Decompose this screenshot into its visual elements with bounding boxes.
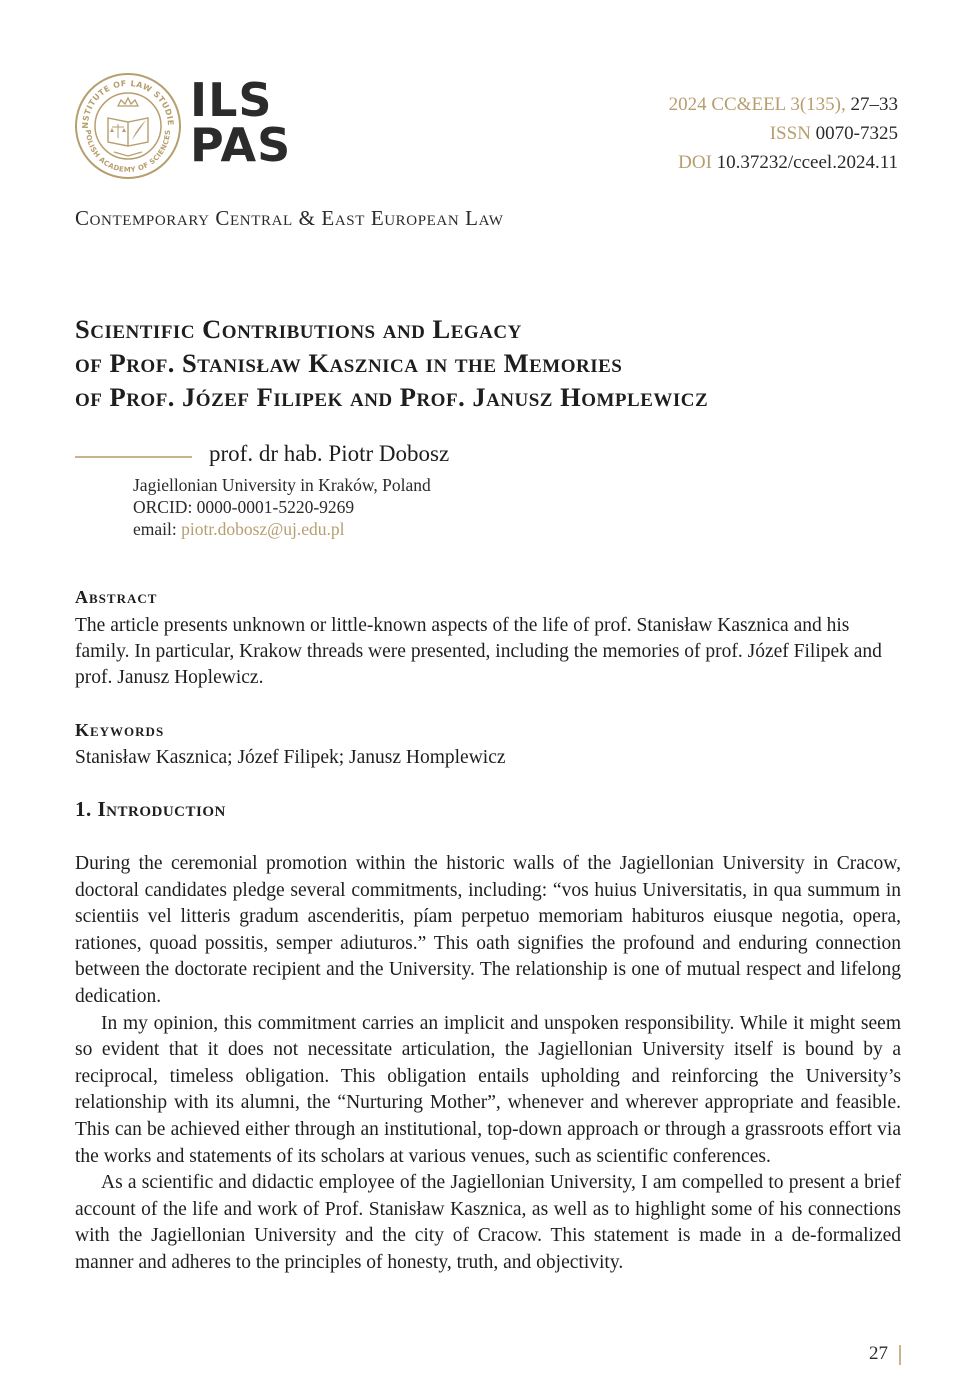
issn-line — [669, 119, 898, 148]
doi-line — [669, 148, 898, 177]
issn-value: 0070-7325 — [815, 123, 898, 144]
author-affiliation-block — [133, 474, 431, 540]
page-number: 27 — [869, 1343, 888, 1364]
author-name: prof. dr hab. Piotr Dobosz — [209, 441, 450, 466]
paragraph: In my opinion, this commitment carries an implicit and unspoken responsibility. While it might seem so evident that it does not necessitate articulation, the Jagiellonian University itself is bound by a reciprocal, timeless obligation. This obligation entails upholding and reinforcing the University’s relationship with its alumni, the “Nurturing Mother”, whenever and wherever appropriate and feasible. This can be achieved either through an institutional, top-down approach or through a grassroots effort via the works and statements of its scholars at various venues, such as scientific conferences. — [75, 1012, 901, 1167]
paragraph: During the ceremonial promotion within the historic walls of the Jagiellonian University in Cracow, doctoral candidates pledge several commitments, including: “vos huius Universitatis, in qua summum in scientiis vel litteris gradum ascenderitis, píam perpetuo memoriam habituros eiusque negotia, opera, rationes, quoad possitis, semper adiuturos.” This oath signifies the profound and enduring connection between the doctorate recipient and the University. The relationship is one of mutual respect and lifelong dedication. — [75, 853, 901, 1007]
citation-pages: 27–33 — [850, 94, 898, 115]
title-line-2: of Prof. Stanisław Kasznica in the Memories — [75, 348, 623, 378]
author-orcid: ORCID: 0000-0001-5220-9269 — [133, 497, 355, 517]
author-email-line — [133, 518, 431, 540]
seal-ring-bottom-text: POLISH ACADEMY OF SCIENCES — [83, 129, 173, 175]
introduction-heading: 1. Introduction — [75, 797, 226, 821]
institute-seal-logo — [74, 72, 182, 180]
keywords-text: Stanisław Kasznica; Józef Filipek; Janusz Homplewicz — [75, 747, 506, 768]
seal-ring-top-text: NSTITUTE OF LAW STUDIE — [80, 78, 176, 129]
citation-line — [669, 90, 898, 119]
title-line-1: Scientific Contributions and Legacy — [75, 314, 522, 344]
keywords-heading: Keywords — [75, 720, 165, 740]
title-line-3: of Prof. Józef Filipek and Prof. Janusz Homplewicz — [75, 382, 709, 412]
abstract-heading: Abstract — [75, 587, 158, 607]
email-link[interactable]: piotr.dobosz@uj.edu.pl — [181, 519, 345, 539]
doi-label: DOI — [678, 152, 712, 173]
logo-line-pas: PAS — [190, 118, 292, 172]
abstract-text: The article presents unknown or little-known aspects of the life of prof. Stanisław Kasznica and his family. In particular, Krakow threads were presented, including the memories of prof. Józef Filipek and prof. Janusz Hoplewicz. — [75, 615, 882, 688]
paragraph: As a scientific and didactic employee of the Jagiellonian University, I am compelled to present a brief account of the life and work of Prof. Stanisław Kasznica, as well as to highlight some of his connections with the Jagiellonian University and the city of Cracow. This statement is made in a de-formalized manner and adheres to the principles of honesty, truth, and objectivity. — [75, 1172, 901, 1273]
logo-line-ils: ILS — [190, 73, 273, 127]
author-rule-divider — [75, 456, 192, 458]
introduction-body — [75, 851, 901, 1277]
article-title — [75, 312, 905, 414]
journal-name: Contemporary Central & East European Law — [75, 206, 504, 230]
issn-label: ISSN — [769, 123, 811, 144]
citation-meta — [669, 90, 898, 177]
email-label: email: — [133, 519, 177, 539]
author-affiliation: Jagiellonian University in Kraków, Poland — [133, 475, 431, 495]
citation-label: 2024 CC&EEL 3(135), — [668, 94, 846, 115]
doi-value: 10.37232/cceel.2024.11 — [716, 152, 898, 173]
page-number-bar — [899, 1345, 901, 1365]
ils-pas-logo-text — [190, 73, 292, 172]
